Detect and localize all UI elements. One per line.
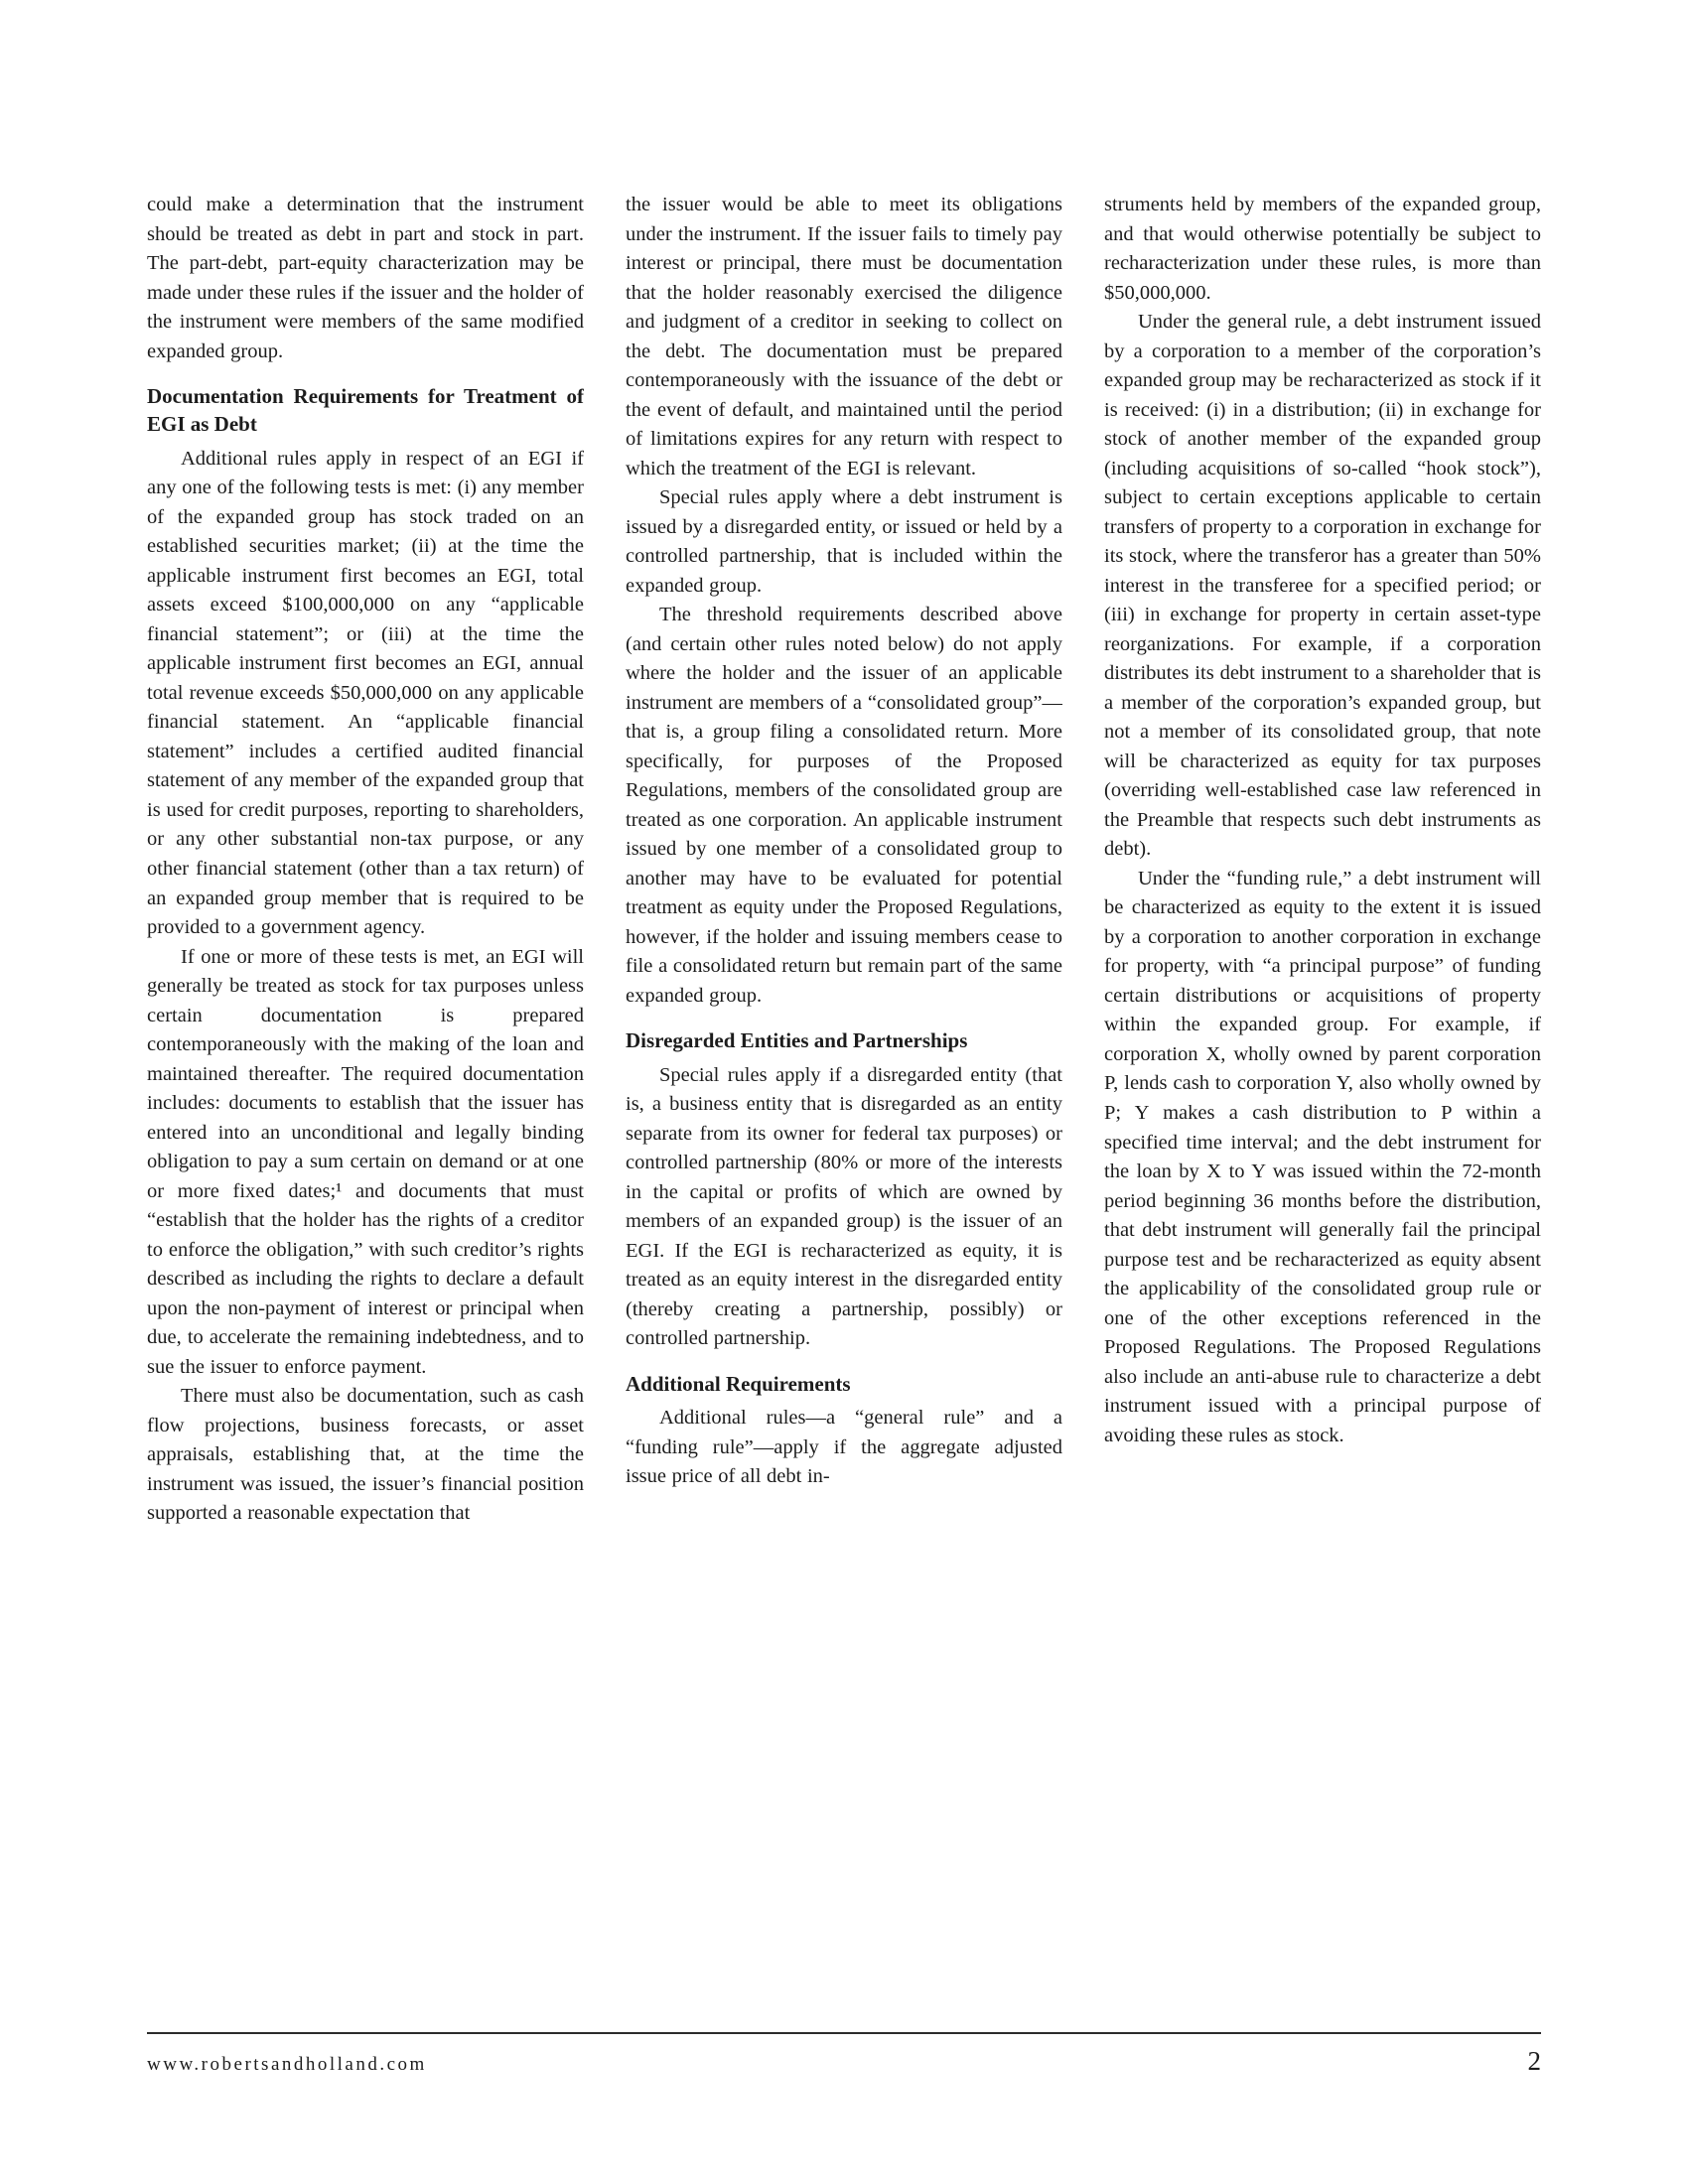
paragraph: the issuer would be able to meet its obligations under the instrument. If the issuer fails to timely pay interest or principal, there must be documentation that the holder reasonably exercised the diligence and judgment of a creditor in seeking to collect on the debt. The documentation must be prepared contemporaneously with the issuance of the debt or the event of default, and maintained until the period of limitations expires for any return with respect to which the treatment of the EGI is relevant. [626, 194, 1062, 479]
paragraph: Additional rules—a “general rule” and a “funding rule”—apply if the aggregate adjusted issue price of all debt in- [626, 1407, 1062, 1488]
paragraph: could make a determination that the instrument should be treated as debt in part and stock in part. The part-debt, part-equity characterization may be made under these rules if the issuer and the holder of the instrument were members of the same modified expanded group. [147, 194, 584, 362]
paragraph: Additional rules apply in respect of an EGI if any one of the following tests is met: (i) any member of the expanded group has stock traded on an established securities market; (ii) at the time the applicable instrument first becomes an EGI, total assets exceed $100,000,000 on any “applicable financial statement”; or (iii) at the time the applicable instrument first becomes an EGI, annual total revenue exceeds $50,000,000 on any applicable financial statement. An “applicable financial statement” includes a certified audited financial statement of any member of the expanded group that is used for credit purposes, reporting to shareholders, or any other substantial non-tax purpose, or any other financial statement (other than a tax return) of an expanded group member that is required to be provided to a government agency. [147, 447, 584, 939]
paragraph: Under the general rule, a debt instrument issued by a corporation to a member of the corporation’s expanded group may be recharacterized as stock if it is received: (i) in a distribution; (ii) in exchange for stock of another member of the expanded group (including acquisitions of so-called “hook stock”), subject to certain exceptions applicable to certain transfers of property to a corporation in exchange for its stock, where the transferor has a greater than 50% interest in the transferee for a specified period; or (iii) in exchange for property in certain asset-type reorganizations. For example, if a corporation distributes its debt instrument to a shareholder that is a member of the corporation’s expanded group, but not a member of its consolidated group, that note will be characterized as equity for tax purposes (overriding well-established case law referenced in the Preamble that respects such debt instruments as debt). [1104, 311, 1541, 861]
page-footer [147, 2032, 1541, 2077]
text-column [1104, 191, 1541, 1968]
footer-website-url: www.robertsandholland.com [147, 2054, 427, 2075]
section-heading: Disregarded Entities and Partnerships [626, 1028, 968, 1053]
text-column [626, 191, 1062, 1968]
paragraph: The threshold requirements described above (and certain other rules noted below) do not apply where the holder and the issuer of an applicable instrument are members of a “consolidated group”—that is, a group filing a consolidated return. More specifically, for purposes of the Proposed Regulations, members of the consolidated group are treated as one corporation. An applicable instrument issued by one member of a consolidated group to another may have to be evaluated for potential treatment as equity under the Proposed Regulations, however, if the holder and issuing members cease to file a consolidated return but remain part of the same expanded group. [626, 604, 1062, 1007]
paragraph: If one or more of these tests is met, an EGI will generally be treated as stock for tax purposes unless certain documentation is prepared contemporaneously with the making of the loan and maintained thereafter. The required documentation includes: documents to establish that the issuer has entered into an unconditional and legally binding obligation to pay a sum certain on demand or at one or more fixed dates;¹ and documents that must “establish that the holder has the rights of a creditor to enforce the obligation,” with such creditor’s rights described as including the rights to declare a default upon the non-payment of interest or principal when due, to accelerate the remaining indebtedness, and to sue the issuer to enforce payment. [147, 945, 584, 1378]
paragraph: Under the “funding rule,” a debt instrument will be characterized as equity to the extent it is issued by a corporation to another corporation in exchange for property, with “a principal purpose” of funding certain distributions or acquisitions of property within the expanded group. For example, if corporation X, wholly owned by parent corporation P, lends cash to corporation Y, also wholly owned by P; Y makes a cash distribution to P within a specified time interval; and the debt instrument for the loan by X to Y was issued within the 72-month period beginning 36 months before the distribution, that debt instrument will generally fail the principal purpose test and be recharacterized as equity absent the applicability of the consolidated group rule or one of the other exceptions referenced in the Proposed Regulations. The Proposed Regulations also include an anti-abuse rule to characterize a debt instrument issued with a principal purpose of avoiding these rules as stock. [1104, 867, 1541, 1446]
article-body [147, 191, 1541, 1968]
section-heading: Additional Requirements [626, 1371, 851, 1396]
text-column [147, 191, 584, 1968]
section-heading: Documentation Requirements for Treatment of EGI as Debt [147, 384, 584, 437]
paragraph: struments held by members of the expanded group, and that would otherwise potentially be subject to recharacterization under these rules, is more than $50,000,000. [1104, 194, 1541, 304]
page-number: 2 [1527, 2046, 1541, 2076]
paragraph: There must also be documentation, such as cash flow projections, business forecasts, or asset appraisals, establishing that, at the time the instrument was issued, the issuer’s financial position supported a reasonable expectation that [147, 1385, 584, 1525]
paragraph: Special rules apply where a debt instrument is issued by a disregarded entity, or issued or held by a controlled partnership, that is included within the expanded group. [626, 486, 1062, 597]
paragraph: Special rules apply if a disregarded entity (that is, a business entity that is disregarded as an entity separate from its owner for federal tax purposes) or controlled partnership (80% or more of the interests in the capital or profits of which are owned by members of an expanded group) is the issuer of an EGI. If the EGI is recharacterized as equity, it is treated as an equity interest in the disregarded entity (thereby creating a partnership, possibly) or controlled partnership. [626, 1063, 1062, 1350]
